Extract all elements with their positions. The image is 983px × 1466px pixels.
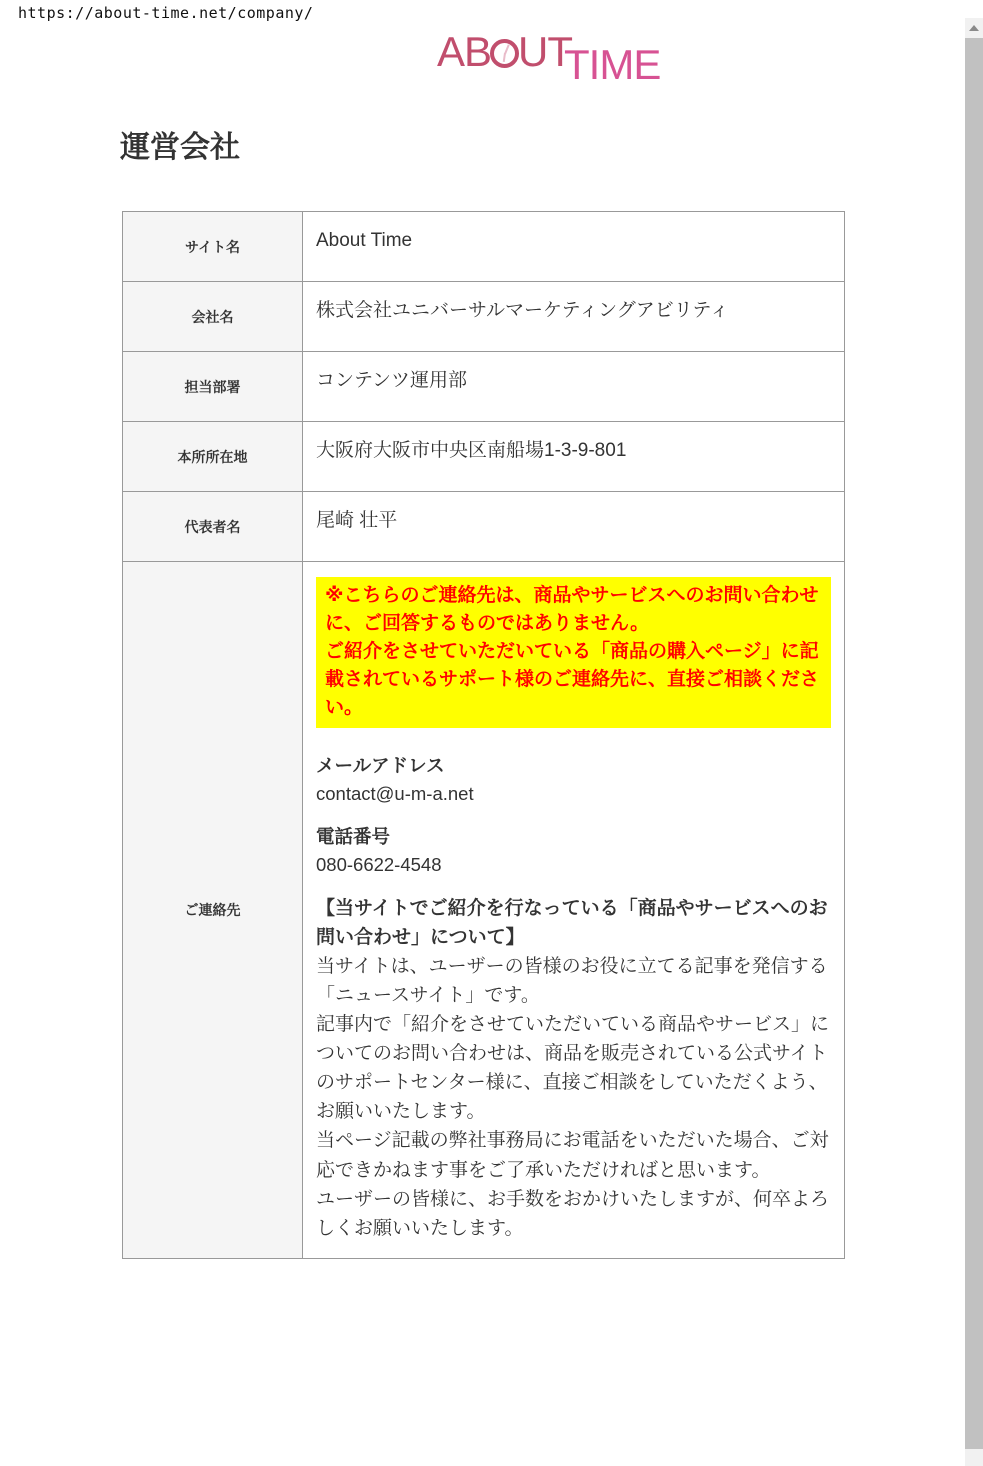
site-logo[interactable] xyxy=(437,28,661,88)
table-row xyxy=(123,212,845,282)
phone-label: 電話番号 xyxy=(316,825,391,847)
row-label-representative: 代表者名 xyxy=(123,492,303,562)
scrollbar-up-button[interactable] xyxy=(965,18,983,37)
page-title: 運営会社 xyxy=(120,131,240,164)
row-label-department: 担当部署 xyxy=(123,352,303,422)
row-label-contact: ご連絡先 xyxy=(123,562,303,1259)
notice-line: 当ページ記載の弊社事務局にお電話をいただいた場合、ご対応できかねます事をご了承いただければと思います。 xyxy=(316,1130,829,1181)
warning-line: ※こちらのご連絡先は、商品やサービスへのお問い合わせに、ご回答するものではありません。 xyxy=(325,585,819,635)
email-label: メールアドレス xyxy=(316,754,445,776)
phone-block xyxy=(316,823,831,879)
vertical-scrollbar[interactable] xyxy=(965,18,983,1466)
table-row xyxy=(123,352,845,422)
contact-warning-highlight xyxy=(316,577,831,728)
table-row xyxy=(123,492,845,562)
row-value-site-name: About Time xyxy=(303,212,845,282)
row-value-representative: 尾崎 壮平 xyxy=(303,492,845,562)
chevron-up-icon xyxy=(969,25,979,31)
table-row xyxy=(123,282,845,352)
row-label-address: 本所所在地 xyxy=(123,422,303,492)
notice-line: 記事内で「紹介をさせていただいている商品やサービス」についてのお問い合わせは、商品を販売されている公式サイトのサポートセンター様に、直接ご相談をしていただくよう、お願いいたします。 xyxy=(316,1014,830,1123)
notice-line: ユーザーの皆様に、お手数をおかけいたしますが、何卒よろしくお願いいたします。 xyxy=(316,1188,830,1239)
table-row-contact xyxy=(123,562,845,1259)
row-value-address: 大阪府大阪市中央区南船場1-3-9-801 xyxy=(303,422,845,492)
row-value-company-name: 株式会社ユニバーサルマーケティングアビリティ xyxy=(303,282,845,352)
clock-icon xyxy=(490,39,519,68)
row-label-site-name: サイト名 xyxy=(123,212,303,282)
row-value-contact xyxy=(303,562,845,1259)
notice-block xyxy=(316,894,831,1243)
email-block xyxy=(316,752,831,808)
company-info-table xyxy=(122,211,845,1259)
logo-text-about: AB UT xyxy=(437,28,573,75)
email-value: contact@u-m-a.net xyxy=(316,782,474,804)
table-row xyxy=(123,422,845,492)
phone-value: 080-6622-4548 xyxy=(316,853,442,875)
warning-line: ご紹介をさせていただいている「商品の購入ページ」に記載されているサポート様のご連絡先に、直接ご相談ください。 xyxy=(325,641,820,719)
logo-text-time: TIME xyxy=(564,41,661,88)
row-value-department: コンテンツ運用部 xyxy=(303,352,845,422)
page-url-text: https://about-time.net/company/ xyxy=(18,4,314,22)
scrollbar-thumb[interactable] xyxy=(965,38,983,1449)
notice-line: 当サイトは、ユーザーの皆様のお役に立てる記事を発信する「ニュースサイト」です。 xyxy=(316,956,828,1007)
notice-title: 【当サイトでご紹介を行なっている「商品やサービスへのお問い合わせ」について】 xyxy=(316,897,828,949)
row-label-company-name: 会社名 xyxy=(123,282,303,352)
